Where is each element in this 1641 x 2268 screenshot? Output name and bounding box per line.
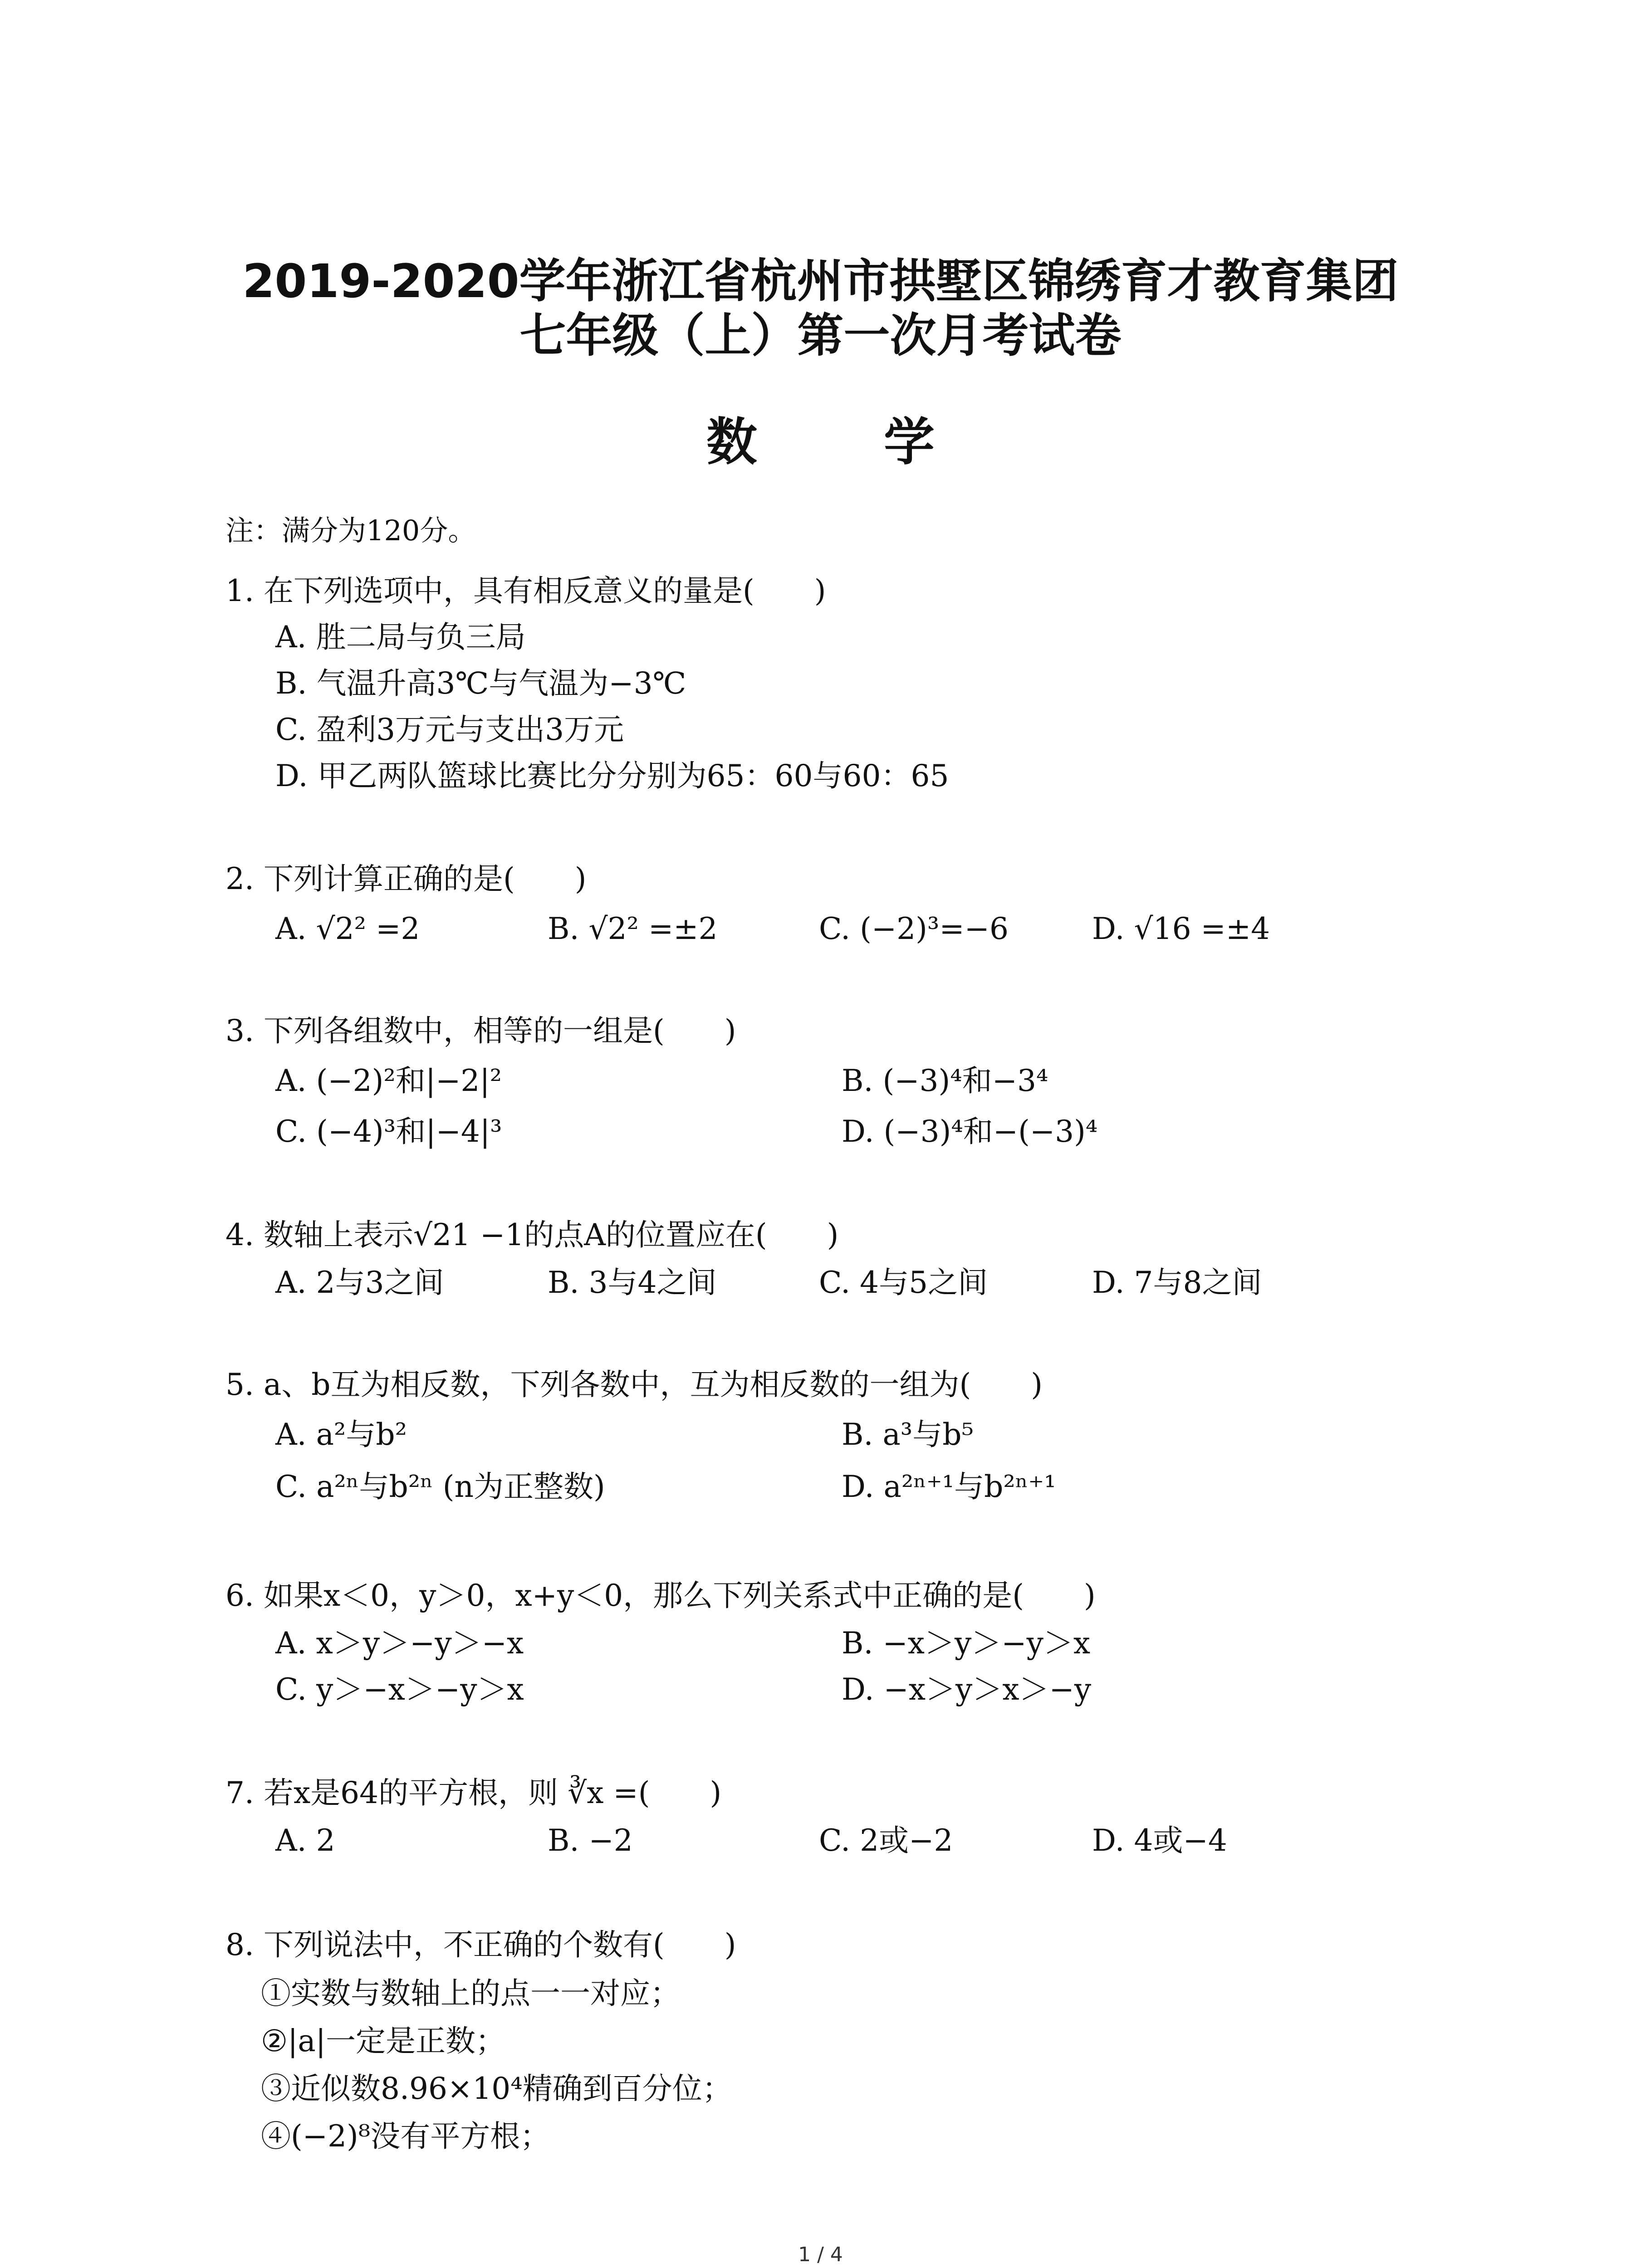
question-8-statement-2: ②|a|一定是正数； (261, 2024, 505, 2058)
question-2-option-d: D. √16 =±4 (1092, 911, 1270, 946)
question-6-option-d: D. −x＞y＞x＞−y (842, 1672, 1092, 1707)
question-7-stem: 7. 若x是64的平方根，则 ∛x =( ) (225, 1775, 722, 1810)
question-7-option-c: C. 2或−2 (819, 1823, 953, 1858)
question-3-stem: 3. 下列各组数中，相等的一组是( ) (225, 1013, 736, 1048)
question-2-stem: 2. 下列计算正确的是( ) (225, 861, 587, 896)
question-8-stem: 8. 下列说法中，不正确的个数有( ) (225, 1927, 736, 1962)
question-3-option-d: D. (−3)⁴和−(−3)⁴ (842, 1114, 1098, 1149)
question-4-option-c: C. 4与5之间 (819, 1265, 988, 1300)
exam-title-line2: 七年级（上）第一次月考试卷 (519, 309, 1122, 363)
question-8-statement-4: ④(−2)⁸没有平方根； (261, 2119, 550, 2154)
question-3-option-a: A. (−2)²和|−2|² (275, 1063, 502, 1098)
subject-heading: 数 学 (706, 413, 989, 472)
question-6-stem: 6. 如果x＜0，y＞0，x+y＜0，那么下列关系式中正确的是( ) (225, 1578, 1096, 1613)
exam-title-line1: 2019-2020学年浙江省杭州市拱墅区锦绣育才教育集团 (242, 254, 1399, 308)
question-6-option-c: C. y＞−x＞−y＞x (275, 1672, 524, 1707)
question-1-option-a: A. 胜二局与负三局 (275, 620, 526, 655)
question-7-option-d: D. 4或−4 (1092, 1823, 1227, 1858)
question-2-option-b: B. √2² =±2 (548, 911, 718, 946)
question-4-stem: 4. 数轴上表示√21 −1的点A的位置应在( ) (225, 1217, 839, 1252)
question-5-stem: 5. a、b互为相反数，下列各数中，互为相反数的一组为( ) (225, 1367, 1043, 1402)
question-3-option-c: C. (−4)³和|−4|³ (275, 1114, 502, 1149)
question-4-option-d: D. 7与8之间 (1092, 1265, 1262, 1300)
question-5-option-b: B. a³与b⁵ (842, 1417, 974, 1452)
question-1-option-d: D. 甲乙两队篮球比赛比分分别为65：60与60：65 (275, 758, 949, 793)
question-1-stem: 1. 在下列选项中，具有相反意义的量是( ) (225, 573, 826, 608)
question-2-option-c: C. (−2)³=−6 (819, 911, 1009, 946)
question-5-option-d: D. a²ⁿ⁺¹与b²ⁿ⁺¹ (842, 1469, 1056, 1504)
question-6-option-a: A. x＞y＞−y＞−x (275, 1626, 524, 1661)
question-8-statement-3: ③近似数8.96×10⁴精确到百分位； (261, 2071, 732, 2106)
score-note: 注：满分为120分。 (225, 514, 476, 547)
page-number: 1 / 4 (798, 2243, 843, 2266)
question-6-option-b: B. −x＞y＞−y＞x (842, 1626, 1091, 1661)
question-7-option-b: B. −2 (548, 1823, 633, 1858)
question-1-option-b: B. 气温升高3℃与气温为−3℃ (275, 666, 686, 701)
question-3-option-b: B. (−3)⁴和−3⁴ (842, 1063, 1048, 1098)
question-2-option-a: A. √2² =2 (275, 911, 420, 946)
question-7-option-a: A. 2 (275, 1823, 335, 1858)
question-4-option-a: A. 2与3之间 (275, 1265, 444, 1300)
question-5-option-c: C. a²ⁿ与b²ⁿ (n为正整数) (275, 1469, 605, 1504)
question-1-option-c: C. 盈利3万元与支出3万元 (275, 712, 624, 747)
question-4-option-b: B. 3与4之间 (548, 1265, 717, 1300)
question-5-option-a: A. a²与b² (275, 1417, 407, 1452)
question-8-statement-1: ①实数与数轴上的点一一对应； (261, 1976, 680, 2011)
